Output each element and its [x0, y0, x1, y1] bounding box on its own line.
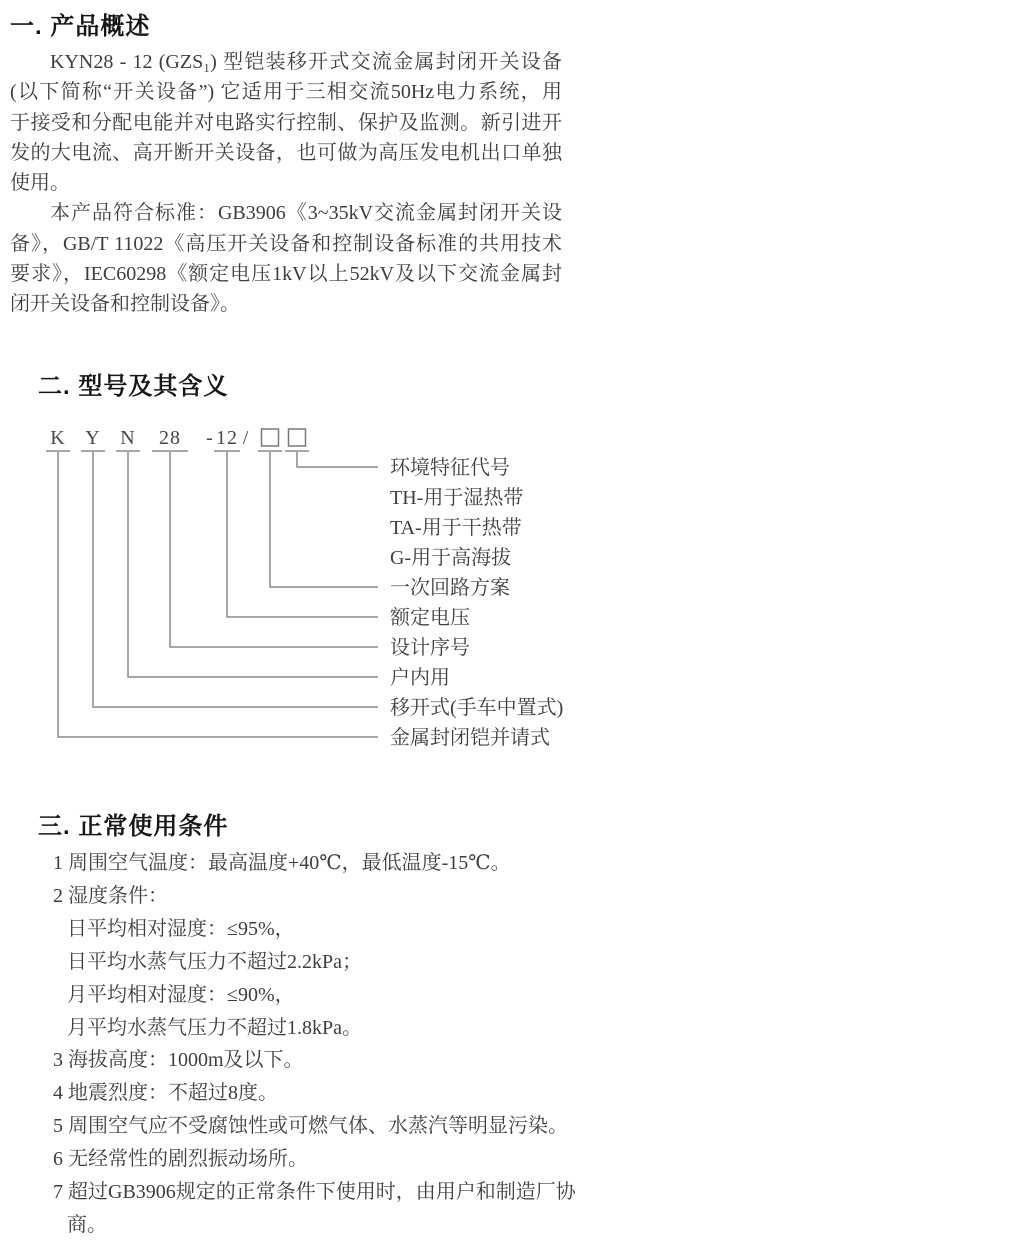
conditions-list	[53, 847, 593, 1242]
condition-item: 2 湿度条件：	[53, 884, 168, 907]
diagram-label: 户内用	[390, 667, 450, 689]
model-code-char: 12	[216, 427, 238, 449]
condition-item: 7 超过GB3906规定的正常条件下使用时，由用户和制造厂协商。	[53, 1181, 576, 1236]
diagram-label: G-用于高海拔	[390, 547, 512, 569]
model-code-char: Y	[85, 427, 101, 449]
condition-item: 1 周围空气温度：最高温度+40℃，最低温度-15℃。	[53, 852, 511, 874]
section-2-heading: 二. 型号及其含义	[38, 373, 229, 400]
paragraph-line: 于接受和分配电能并对电路实行控制、保护及监测。新引进开	[10, 111, 562, 134]
diagram-label: 移开式(手车中置式)	[390, 697, 564, 719]
condition-item: 6 无经常性的剧烈振动场所。	[53, 1148, 308, 1171]
paragraph-line: 使用。	[10, 172, 70, 195]
model-code-char: /	[242, 427, 250, 449]
diagram-label: 一次回路方案	[390, 577, 510, 599]
condition-subitem: 日平均水蒸气压力不超过2.2kPa；	[67, 950, 362, 973]
section-3-heading: 三. 正常使用条件	[38, 813, 229, 840]
paragraph-line: 本产品符合标准：GB3906《3~35kV交流金属封闭开关设	[50, 202, 562, 225]
paragraph-line: 备》，GB/T 11022《高压开关设备和控制设备标准的共用技术	[10, 232, 562, 255]
model-code-char: 28	[159, 427, 181, 449]
condition-subitem: 月平均水蒸气压力不超过1.8kPa。	[67, 1016, 362, 1039]
diagram-label: 金属封闭铠并请式	[390, 727, 550, 749]
connector-line	[170, 452, 378, 647]
connector-line	[297, 452, 378, 467]
condition-item: 4 地震烈度：不超过8度。	[53, 1082, 278, 1105]
paragraph-line: 发的大电流、高开断开关设备，也可做为高压发电机出口单独	[10, 141, 562, 164]
paragraph-line: 闭开关设备和控制设备》。	[10, 293, 240, 316]
condition-subitem: 日平均相对湿度：≤95%，	[67, 917, 295, 940]
connector-line	[227, 452, 378, 617]
diagram-label: 设计序号	[390, 637, 470, 659]
diagram-label: 额定电压	[390, 607, 470, 629]
paragraph-line: KYN28 - 12 (GZS₁) 型铠装移开式交流金属封闭开关设备	[50, 51, 562, 73]
diagram-label: TA-用于干热带	[390, 517, 522, 539]
section-1-heading: 一. 产品概述	[10, 13, 151, 40]
condition-item: 5 周围空气应不受腐蚀性或可燃气体、水蒸汽等明显污染。	[53, 1115, 568, 1138]
placeholder-box	[262, 429, 279, 446]
paragraph-line: (以下简称“开关设备”) 它适用于三相交流50Hz电力系统，用	[10, 81, 562, 104]
diagram-label: 环境特征代号	[390, 457, 510, 479]
connector-line	[58, 452, 378, 737]
model-code-char: -	[206, 427, 214, 449]
condition-subitem: 月平均相对湿度：≤90%，	[67, 983, 295, 1006]
overview-paragraphs	[10, 47, 562, 320]
placeholder-box	[289, 429, 306, 446]
connector-line	[93, 452, 378, 707]
connector-line	[128, 452, 378, 677]
model-code-char: N	[120, 427, 136, 449]
condition-item: 3 海拔高度：1000m及以下。	[53, 1049, 304, 1072]
connector-line	[270, 452, 378, 587]
model-code-char: K	[50, 427, 66, 449]
paragraph-line: 要求》，IEC60298《额定电压1kV以上52kV及以下交流金属封	[10, 263, 562, 286]
diagram-label: TH-用于湿热带	[390, 487, 524, 509]
